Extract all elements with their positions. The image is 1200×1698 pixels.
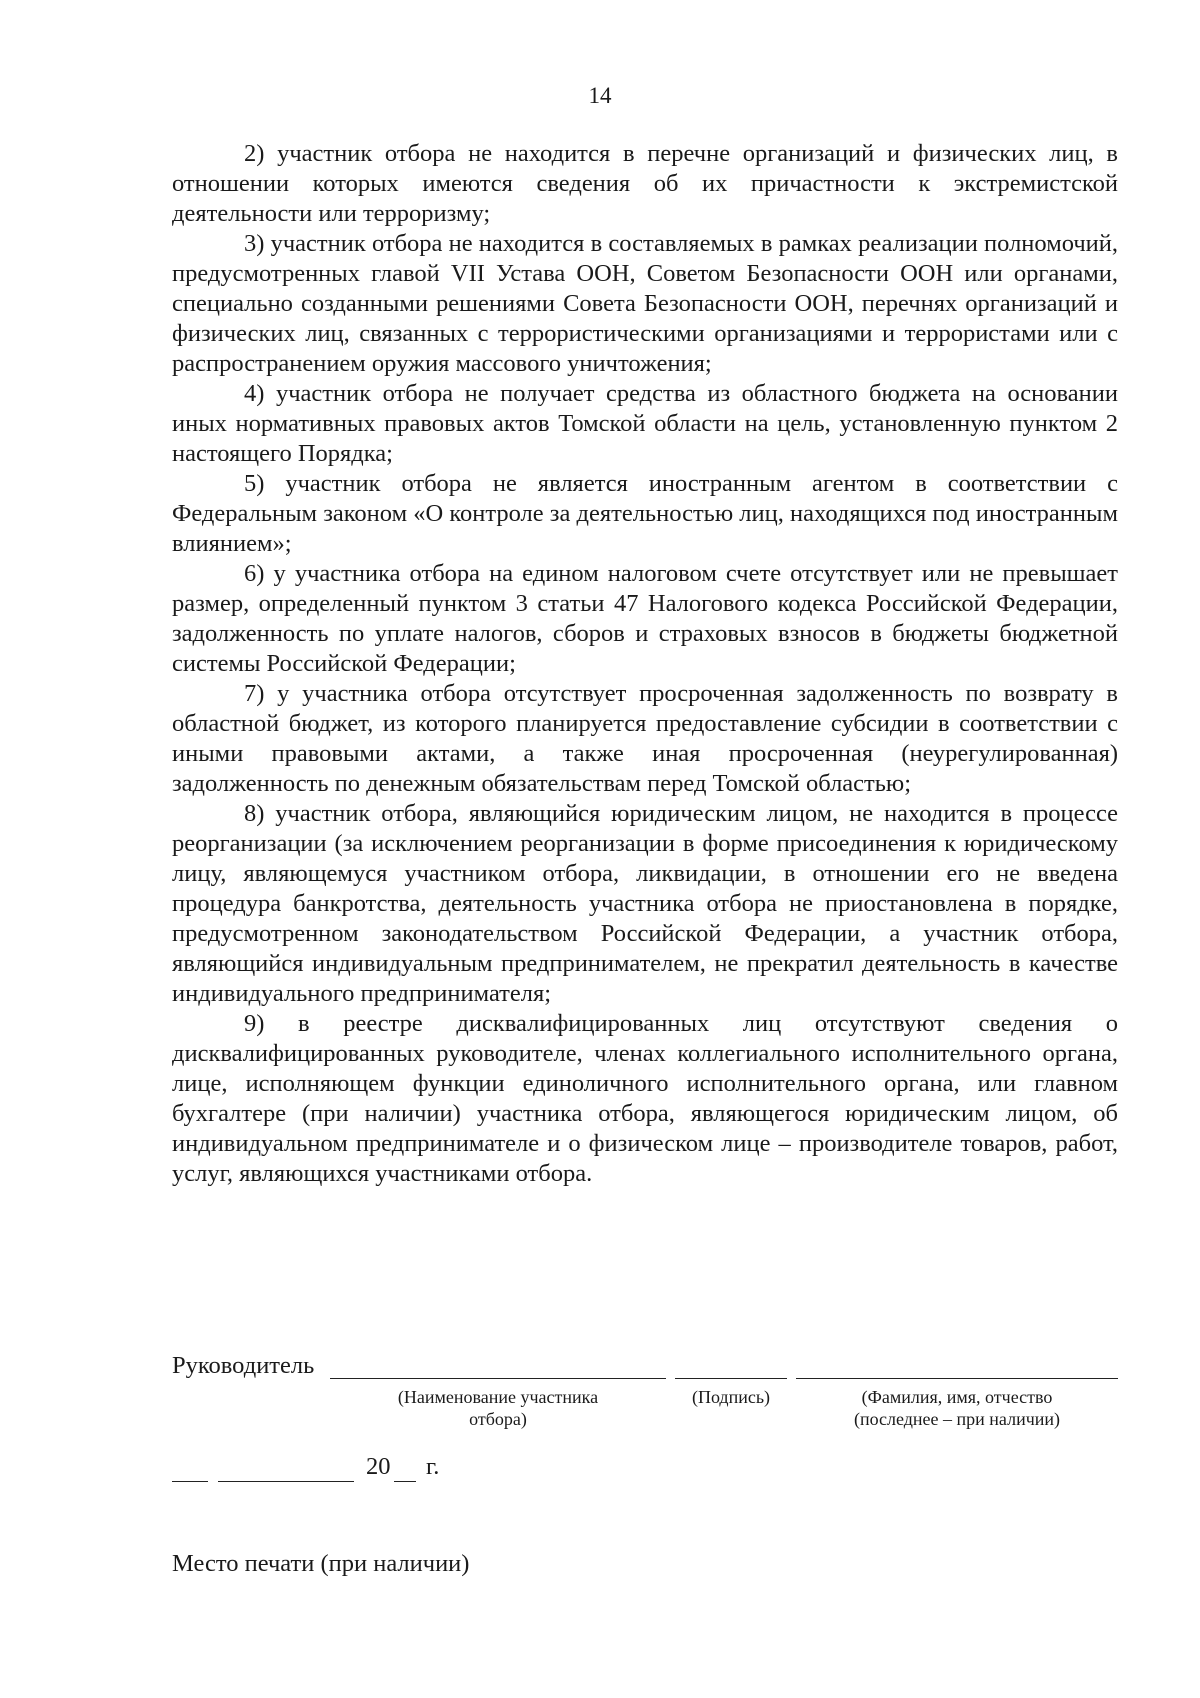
signature-caption-text: (Подпись) (691, 1387, 771, 1407)
seal-place: Место печати (при наличии) (172, 1550, 470, 1577)
date-block (172, 1453, 572, 1493)
paragraph-item-9: 9) в реестре дисквалифицированных лиц отсутствуют сведения о дисквалифицированных руководителе, членах коллегиального исполнительного органа, лице, исполняющем функции единоличного исполнительного органа, или главном бухгалтере (при наличии) участника отбора, являющегося юридическим лицом, об индивидуальном предпринимателе и о физическом лице – производителе товаров, работ, услуг, являющихся участниками отбора. (172, 1010, 1118, 1187)
paragraph-item-4: 4) участник отбора не получает средства из областного бюджета на основании иных нормативных правовых актов Томской области на цель, установленную пунктом 2 настоящего Порядка; (172, 380, 1118, 467)
document-body (172, 139, 1118, 1189)
full-name-caption-line-2: (последнее – при наличии) (853, 1409, 1061, 1429)
year-prefix: 20 (366, 1453, 391, 1480)
full-name-line (796, 1378, 1118, 1379)
organization-name-line (330, 1378, 666, 1379)
full-name-caption (796, 1386, 1118, 1430)
full-name-caption-line-1: (Фамилия, имя, отчество (861, 1387, 1053, 1407)
paragraph-item-5: 5) участник отбора не является иностранным агентом в соответствии с Федеральным законом «О контроле за деятельностью лиц, находящихся под иностранным влиянием»; (172, 470, 1118, 557)
paragraph-item-7: 7) у участника отбора отсутствует просроченная задолженность по возврату в областной бюджет, из которого планируется предоставление субсидии в соответствии с иными правовыми актами, а также иная просроченная (неурегулированная) задолженность по денежным обязательствам перед Томской областью; (172, 680, 1118, 797)
day-line (172, 1481, 208, 1482)
signature-label: Руководитель (172, 1352, 315, 1379)
organization-caption-line-2: отбора) (469, 1409, 527, 1429)
organization-caption-line-1: (Наименование участника (397, 1387, 599, 1407)
month-line (218, 1481, 354, 1482)
paragraph-item-6: 6) у участника отбора на едином налоговом счете отсутствует или не превышает размер, определенный пунктом 3 статьи 47 Налогового кодекса Российской Федерации, задолженность по уплате налогов, сборов и страховых взносов в бюджеты бюджетной системы Российской Федерации; (172, 560, 1118, 677)
signature-block (172, 1352, 1118, 1442)
signature-caption (675, 1386, 787, 1408)
paragraph-item-2: 2) участник отбора не находится в перечне организаций и физических лиц, в отношении которых имеются сведения об их причастности к экстремистской деятельности или терроризму; (172, 140, 1118, 227)
paragraph-item-8: 8) участник отбора, являющийся юридическим лицом, не находится в процессе реорганизации (за исключением реорганизации в форме присоединения к юридическому лицу, являющемуся участником отбора, ликвидации, в отношении его не введена процедура банкротства, деятельность участника отбора не приостановлена в порядке, предусмотренном законодательством Российской Федерации, а участник отбора, являющийся индивидуальным предпринимателем, не прекратил деятельность в качестве индивидуального предпринимателя; (172, 800, 1118, 1007)
year-suffix: г. (426, 1453, 440, 1480)
organization-name-caption (350, 1386, 646, 1430)
page-number: 14 (588, 83, 612, 108)
signature-line (675, 1378, 787, 1379)
paragraph-item-3: 3) участник отбора не находится в составляемых в рамках реализации полномочий, предусмотренных главой VII Устава ООН, Советом Безопасности ООН или органами, специально созданными решениями Совета Безопасности ООН, перечнях организаций и физических лиц, связанных с террористическими организациями и террористами или с распространением оружия массового уничтожения; (172, 230, 1118, 377)
year-line (394, 1481, 416, 1482)
